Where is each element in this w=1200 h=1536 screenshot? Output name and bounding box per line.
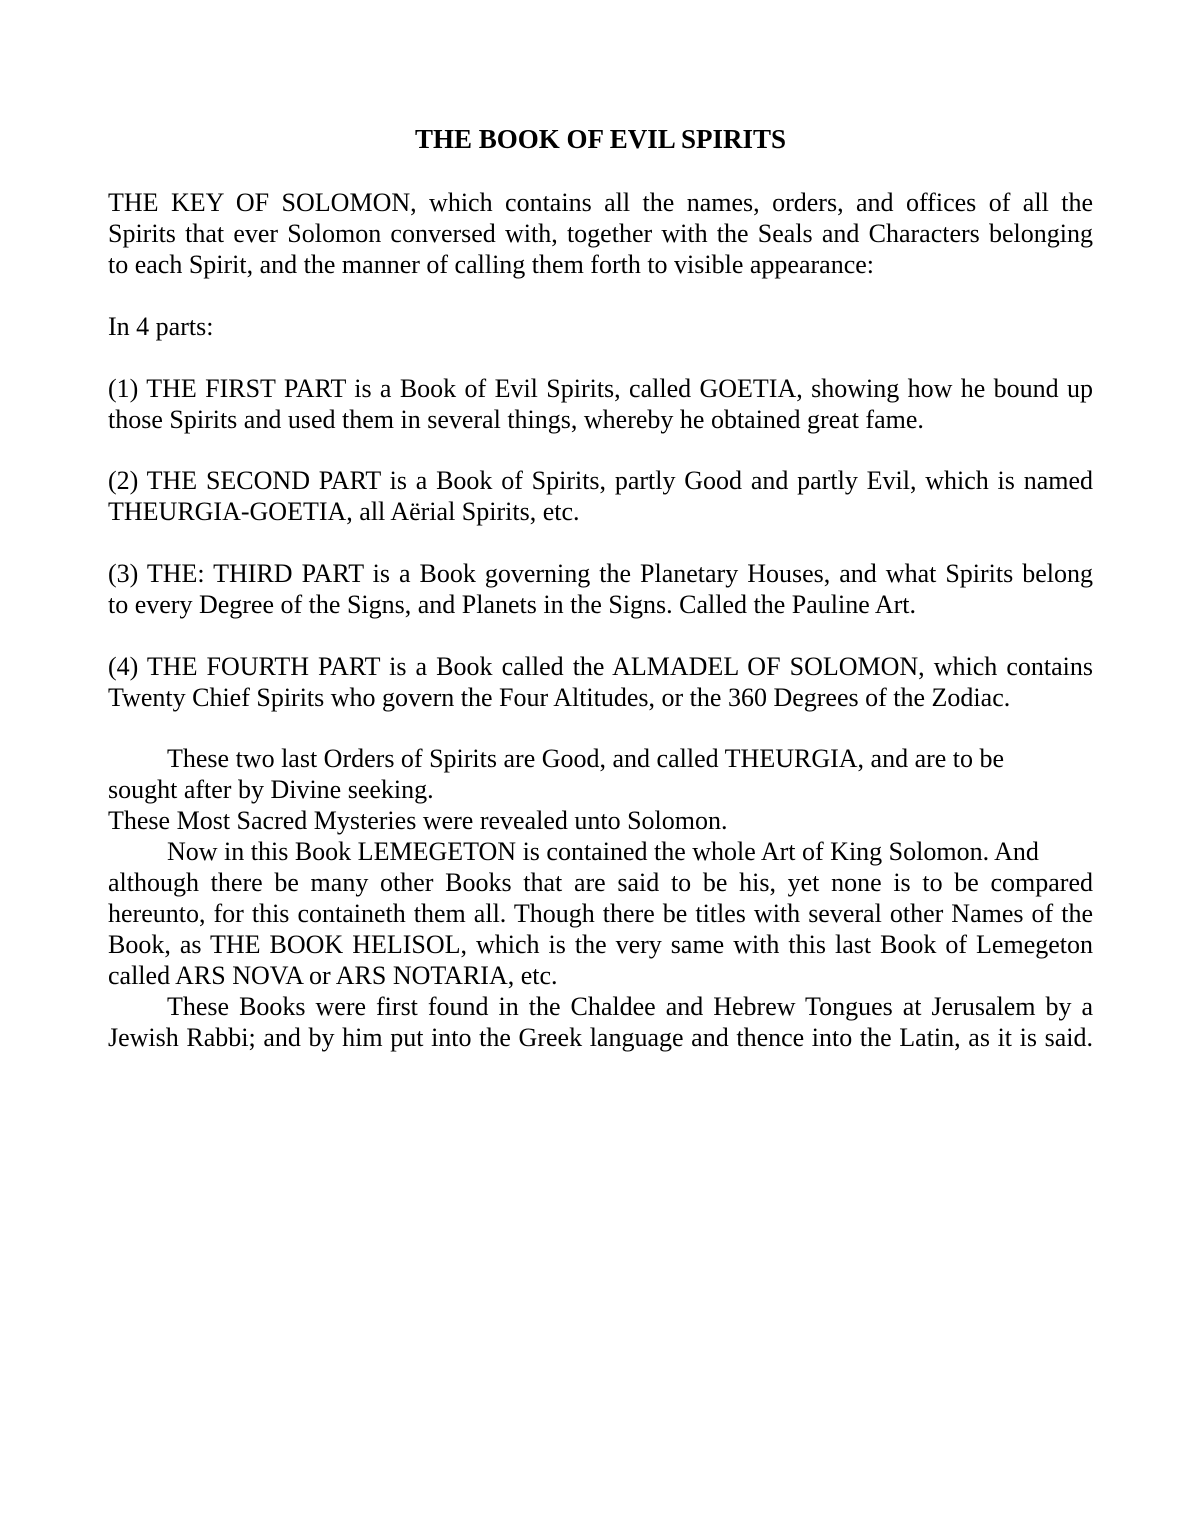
part-two-paragraph	[108, 465, 1093, 527]
intro-paragraph	[108, 187, 1093, 280]
paragraph-line: (3) THE: THIRD PART is a Book governing the Planetary Houses, and what Spirits belong	[108, 559, 1093, 588]
paragraph-line: These Books were first found in the Chaldee and Hebrew Tongues at Jerusalem by a	[167, 992, 1093, 1021]
paragraph-line: Twenty Chief Spirits who govern the Four Altitudes, or the 360 Degrees of the Zodiac.	[108, 683, 1011, 712]
paragraph-line: to each Spirit, and the manner of calling them forth to visible appearance:	[108, 250, 875, 279]
part-four-paragraph	[108, 651, 1093, 713]
part-one-paragraph	[108, 373, 1093, 435]
paragraph-line: although there be many other Books that are said to be his, yet none is to be compared	[108, 868, 1093, 897]
parts-heading	[108, 311, 1093, 342]
paragraph-line: These two last Orders of Spirits are Good, and called THEURGIA, and are to be	[167, 744, 1005, 773]
paragraph-line: those Spirits and used them in several things, whereby he obtained great fame.	[108, 405, 924, 434]
paragraph-line: These Most Sacred Mysteries were revealed unto Solomon.	[108, 806, 728, 835]
paragraph-line: hereunto, for this containeth them all. Though there be titles with several other Names of the	[108, 899, 1093, 928]
paragraph-line: THE KEY OF SOLOMON, which contains all the names, orders, and offices of all the	[108, 188, 1093, 217]
paragraph-line: In 4 parts:	[108, 312, 214, 341]
paragraph-line: (2) THE SECOND PART is a Book of Spirits, partly Good and partly Evil, which is named	[108, 466, 1093, 495]
paragraph-line: (1) THE FIRST PART is a Book of Evil Spirits, called GOETIA, showing how he bound up	[108, 374, 1093, 403]
paragraph-line: to every Degree of the Signs, and Planets in the Signs. Called the Pauline Art.	[108, 590, 917, 619]
part-three-paragraph	[108, 558, 1093, 620]
paragraph-line: Book, as THE BOOK HELISOL, which is the very same with this last Book of Lemegeton	[108, 930, 1093, 959]
paragraph-line: THEURGIA-GOETIA, all Aërial Spirits, etc.	[108, 497, 580, 526]
paragraph-line: (4) THE FOURTH PART is a Book called the ALMADEL OF SOLOMON, which contains	[108, 652, 1093, 681]
paragraph-line: Jewish Rabbi; and by him put into the Greek language and thence into the Latin, as it is said.	[108, 1023, 1093, 1052]
paragraph-line: called ARS NOVA or ARS NOTARIA, etc.	[108, 961, 558, 990]
closing-paragraph	[108, 743, 1093, 1053]
paragraph-line: Now in this Book LEMEGETON is contained the whole Art of King Solomon. And	[167, 837, 1039, 866]
paragraph-line: Spirits that ever Solomon conversed with, together with the Seals and Characters belonging	[108, 219, 1093, 248]
paragraph-line: sought after by Divine seeking.	[108, 775, 434, 804]
document-title: THE BOOK OF EVIL SPIRITS	[414, 124, 787, 154]
